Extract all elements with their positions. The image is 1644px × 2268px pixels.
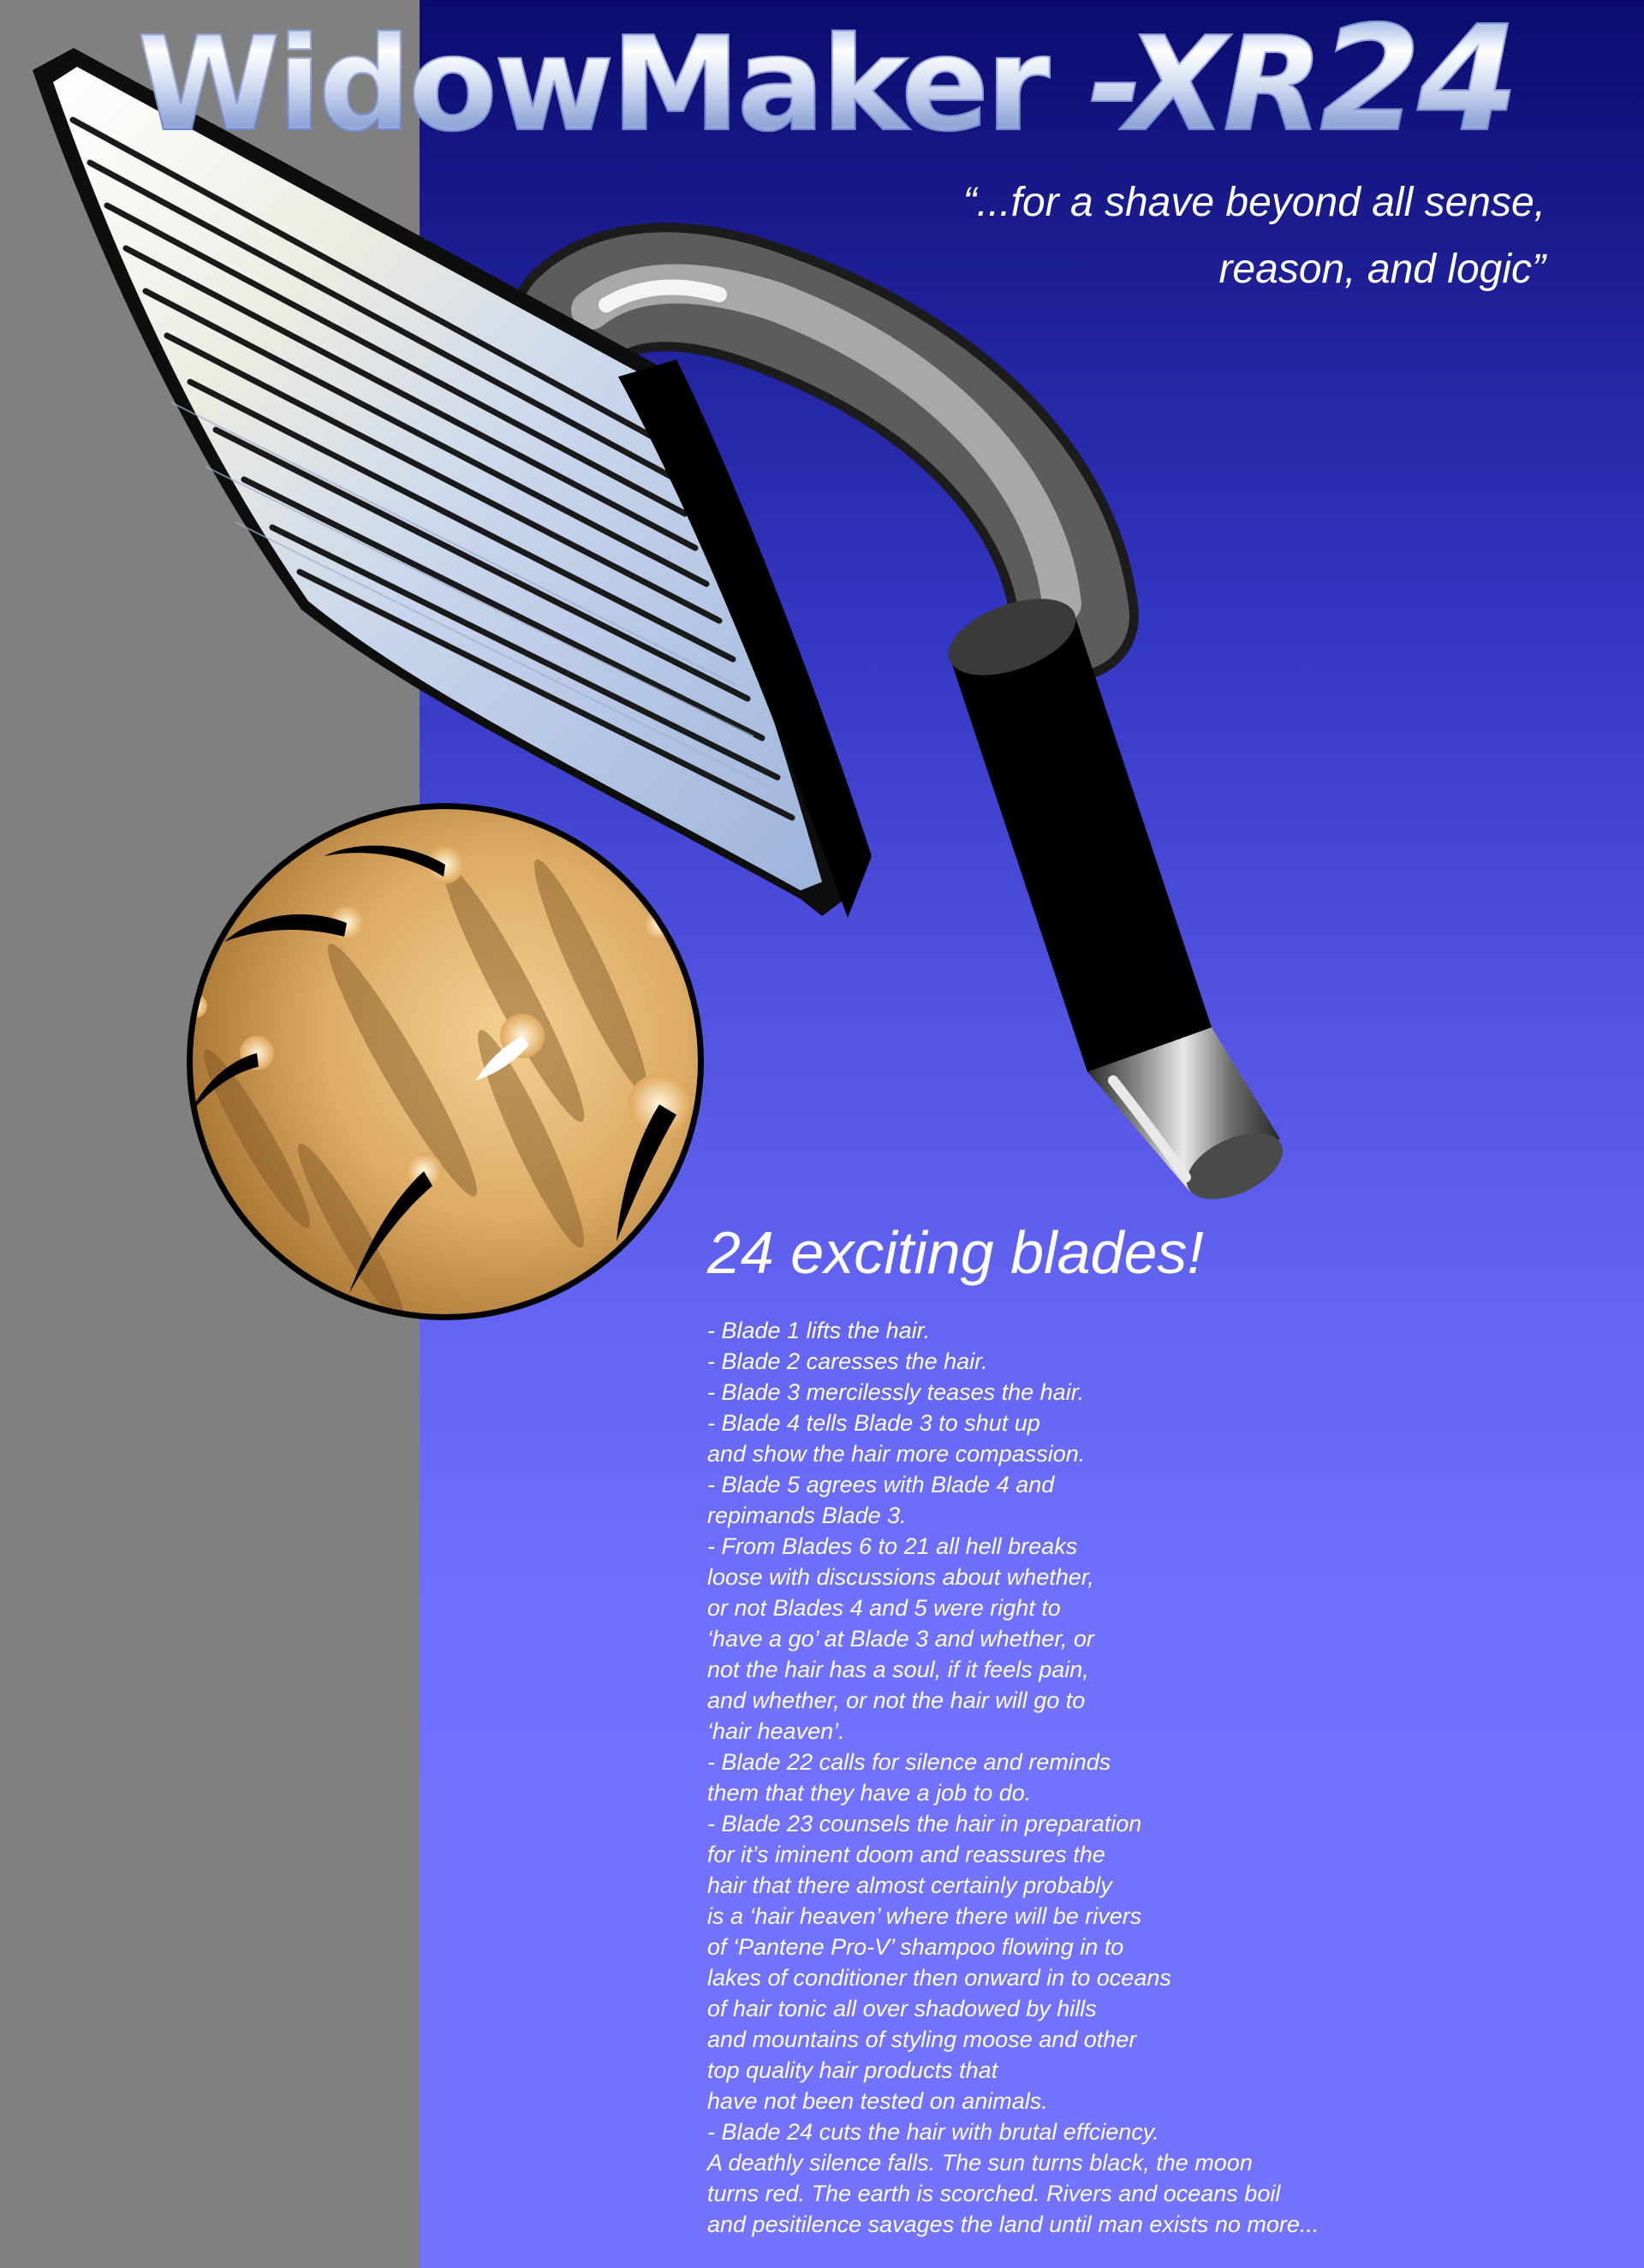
feature-line: - Blade 2 caresses the hair. [707, 1348, 988, 1374]
razor-blade-cartridge [33, 48, 872, 918]
feature-line: repimands Blade 3. [707, 1503, 907, 1528]
feature-line: of ‘Pantene Pro-V’ shampoo flowing in to [707, 1934, 1124, 1960]
model-number: 24 [1319, 0, 1516, 164]
product-title [137, 0, 1516, 164]
tagline [775, 170, 1546, 303]
features-heading: 24 exciting blades! [707, 1219, 1204, 1286]
feature-line: - Blade 3 mercilessly teases the hair. [707, 1379, 1085, 1405]
feature-line: for it’s iminent doom and reassures the [707, 1842, 1105, 1867]
feature-line: them that they have a job to do. [707, 1780, 1032, 1806]
feature-line: and pesitilence savages the land until man exists no more... [707, 2211, 1319, 2237]
feature-line: is a ‘hair heaven’ where there will be rivers [707, 1903, 1142, 1929]
model-name [1088, 0, 1516, 164]
feature-line: - Blade 5 agrees with Blade 4 and [707, 1472, 1055, 1497]
feature-line: - Blade 24 cuts the hair with brutal effciency. [707, 2119, 1159, 2145]
feature-line: ‘have a go’ at Blade 3 and whether, or [707, 1626, 1094, 1652]
feature-line: - Blade 23 counsels the hair in preparation [707, 1811, 1142, 1836]
feature-line: - Blade 22 calls for silence and reminds [707, 1749, 1111, 1775]
feature-line: and whether, or not the hair will go to [707, 1688, 1086, 1713]
feature-line: - From Blades 6 to 21 all hell breaks [707, 1533, 1078, 1559]
tagline-line: “...for a shave beyond all sense, [962, 180, 1546, 225]
feature-line: hair that there almost certainly probably [707, 1872, 1112, 1898]
feature-line: loose with discussions about whether, [707, 1564, 1094, 1590]
feature-line: turns red. The earth is scorched. Rivers and oceans boil [707, 2181, 1281, 2206]
features-list [707, 1315, 1581, 2240]
feature-line: ‘hair heaven’. [707, 1718, 845, 1744]
feature-line: lakes of conditioner then onward in to oceans [707, 1965, 1171, 1991]
model-prefix: -XR [1088, 9, 1320, 160]
feature-line: have not been tested on animals. [707, 2088, 1048, 2114]
tagline-line: reason, and logic” [1218, 247, 1546, 292]
feature-line: or not Blades 4 and 5 were right to [707, 1595, 1061, 1621]
brand-name: WidowMaker [137, 9, 1047, 160]
magnified-hair-follicles-icon [183, 803, 704, 1330]
feature-line: - Blade 1 lifts the hair. [707, 1318, 931, 1343]
feature-line: and mountains of styling moose and other [707, 2027, 1137, 2052]
feature-line: of hair tonic all over shadowed by hills [707, 1996, 1097, 2021]
feature-line: and show the hair more compassion. [707, 1441, 1086, 1467]
feature-line: A deathly silence falls. The sun turns black, the moon [707, 2150, 1253, 2176]
feature-line: top quality hair products that [707, 2057, 998, 2083]
razor-handle-grip [938, 584, 1293, 1213]
feature-line: - Blade 4 tells Blade 3 to shut up [707, 1410, 1040, 1436]
feature-line: not the hair has a soul, if it feels pain, [707, 1657, 1089, 1682]
